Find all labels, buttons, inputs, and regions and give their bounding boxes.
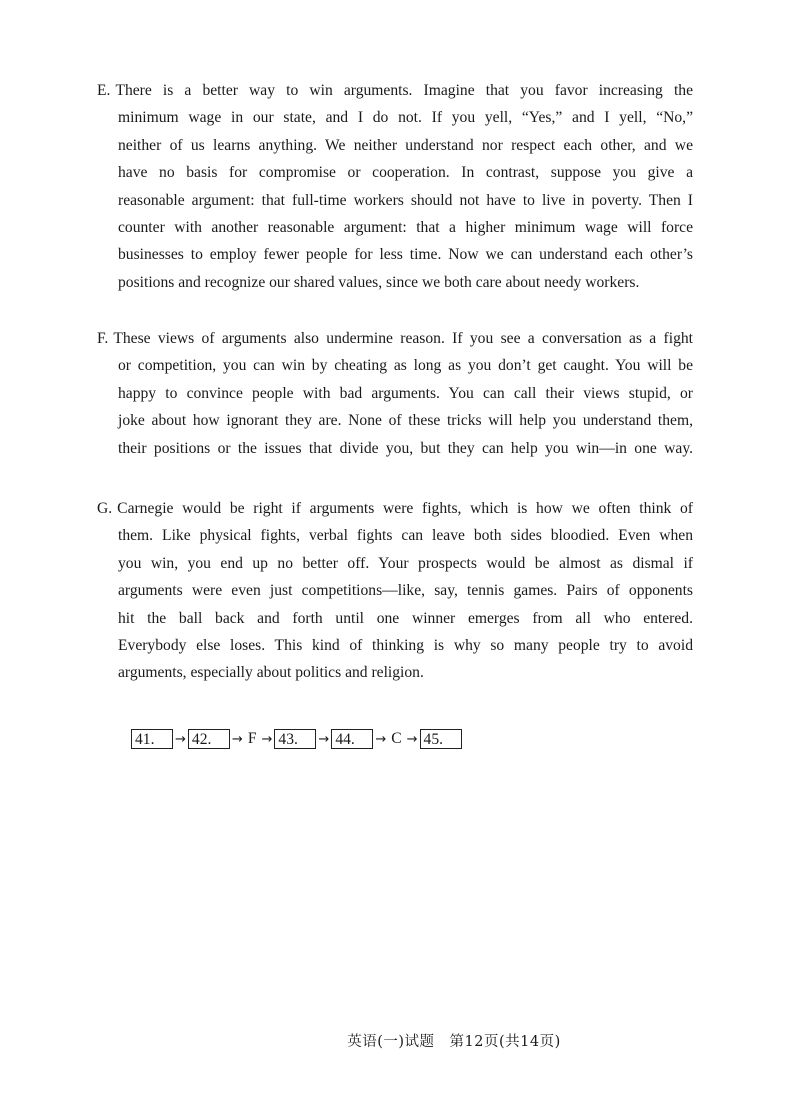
paragraph-line — [97, 132, 693, 159]
paragraph-label: E. — [97, 82, 111, 99]
paragraph-line — [97, 269, 693, 296]
line-text — [117, 495, 693, 522]
answer-box-44[interactable]: 44. — [331, 729, 373, 749]
answer-sequence — [131, 727, 462, 751]
paragraph-label: G. — [97, 500, 113, 517]
line-content: joke about how ignorant they are. None of these tricks will help you understand them, — [118, 412, 693, 430]
paragraph-line — [97, 605, 693, 632]
line-content: Everybody else loses. This kind of thinking is why so many people try to avoid — [118, 636, 693, 654]
paragraph-line — [97, 241, 693, 268]
paragraph-line — [97, 435, 693, 462]
line-content: reasonable argument: that full-time workers should not have to live in poverty. Then I — [118, 191, 693, 209]
paragraph-f — [97, 325, 693, 462]
paragraph-line — [97, 659, 693, 686]
paragraph-line — [97, 352, 693, 379]
paragraph-line — [97, 407, 693, 434]
line-content: you win, you end up no better off. Your prospects would be almost as dismal if — [118, 554, 693, 572]
line-content: happy to convince people with bad arguments. You can call their views stupid, or — [118, 384, 693, 402]
page-footer: 英语(一)试题 第12页(共14页) — [347, 1034, 561, 1050]
answer-box-42[interactable]: 42. — [188, 729, 230, 749]
paragraph-line — [97, 522, 693, 549]
line-content: have no basis for compromise or cooperation. In contrast, suppose you give a — [118, 164, 693, 182]
paragraph-line — [97, 104, 693, 131]
answer-box-45[interactable]: 45. — [420, 729, 462, 749]
paragraph-g — [97, 495, 693, 687]
paragraph-line — [97, 577, 693, 604]
line-content: counter with another reasonable argument: that a higher minimum wage will force — [118, 218, 693, 236]
line-text — [113, 325, 693, 352]
paragraph-line — [97, 325, 693, 352]
arrow-right-icon: → — [261, 731, 273, 747]
line-content: These views of arguments also undermine reason. If you see a conversation as a fight — [113, 330, 693, 347]
line-content: businesses to employ fewer people for less time. Now we can understand each other’s — [118, 246, 693, 264]
line-content: arguments, especially about politics and religion. — [118, 664, 424, 682]
arrow-right-icon: → — [375, 731, 387, 747]
line-content: them. Like physical fights, verbal fights can leave both sides bloodied. Even when — [118, 527, 693, 545]
paragraph-line — [97, 380, 693, 407]
line-content: hit the ball back and forth until one winner emerges from all who entered. — [118, 609, 693, 627]
paragraph-line — [97, 214, 693, 241]
paragraph-label: F. — [97, 330, 109, 347]
line-content: their positions or the issues that divide you, but they can help you win—in one way. — [118, 439, 693, 457]
paragraph-line — [97, 495, 693, 522]
arrow-right-icon: → — [318, 731, 330, 747]
line-content: There is a better way to win arguments. Imagine that you favor increasing the — [115, 82, 693, 99]
line-content: or competition, you can win by cheating as long as you don’t get caught. You will be — [118, 357, 693, 375]
arrow-right-icon: → — [406, 731, 418, 747]
answer-box-43[interactable]: 43. — [274, 729, 316, 749]
paragraph-line — [97, 159, 693, 186]
line-text — [115, 77, 693, 104]
paragraph-e — [97, 77, 693, 296]
paragraph-line — [97, 187, 693, 214]
line-content: Carnegie would be right if arguments were fights, which is how we often think of — [117, 500, 693, 517]
line-content: arguments were even just competitions—like, say, tennis games. Pairs of opponents — [118, 582, 693, 600]
paragraph-line — [97, 632, 693, 659]
answer-box-41[interactable]: 41. — [131, 729, 173, 749]
line-content: neither of us learns anything. We neither understand nor respect each other, and we — [118, 136, 693, 154]
line-content: minimum wage in our state, and I do not. If you yell, “Yes,” and I yell, “No,” — [118, 109, 693, 127]
given-letter-c: C — [391, 730, 402, 747]
paragraph-line — [97, 550, 693, 577]
paragraph-line — [97, 77, 693, 104]
arrow-right-icon: → — [175, 731, 186, 747]
arrow-right-icon: → — [231, 731, 243, 747]
given-letter-f: F — [247, 730, 257, 747]
line-content: positions and recognize our shared values, since we both care about needy workers. — [118, 273, 640, 291]
